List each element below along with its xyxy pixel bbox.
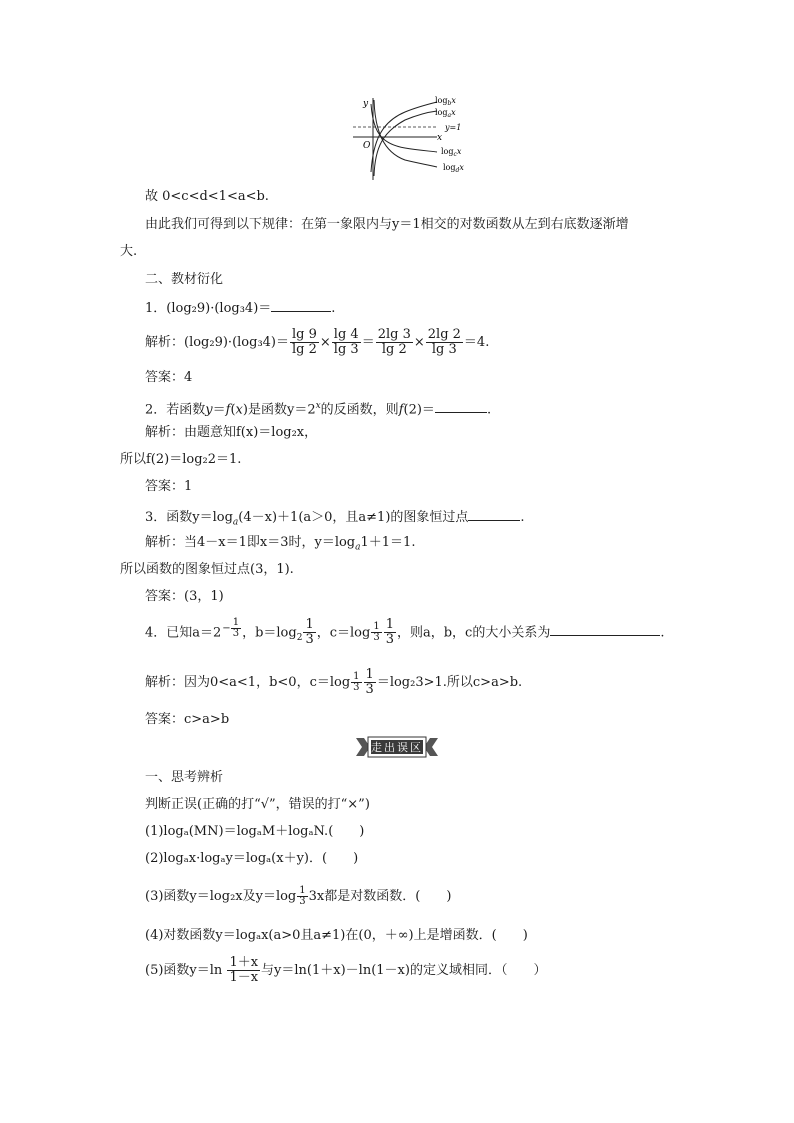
question-1: 1．(log₂9)·(log₃4)＝ . <box>145 298 335 318</box>
answer-1: 答案：4 <box>145 370 193 385</box>
section-title-thinking: 一、思考辨析 <box>145 770 224 785</box>
log-function-graph <box>345 92 475 182</box>
analysis-4: 解析：因为0<a<1，b<0，c＝log $\frac{1}{3}$ $\frac{1}{3}$ ＝log₂3>1.所以c>a>b. <box>145 667 523 697</box>
y-equals-one-label: y=1 <box>445 123 462 132</box>
analysis-2: 解析：由题意知f(x)＝log₂x， <box>145 425 318 440</box>
judgment-item-5: (5)函数y＝ln $\frac{1+x}{1-x}$ 与y＝ln(1＋x)－ln(1－x)的定义域相同．（ ） <box>145 955 547 985</box>
judgment-item-2: (2)logₐx·logₐy＝logₐ(x＋y)．( ) <box>145 851 359 866</box>
question-3: 3．函数$y=\log_a(4-x)+1(a>0$，且a≠1)的图象恒过点 . <box>145 507 525 532</box>
curve-label-1: $\log_bx$ <box>435 96 456 107</box>
x-axis-label: x <box>437 133 443 143</box>
question-4: 4．已知a＝2− $\frac{1}{3}$ ，$b=\log_2$ $\frac{1}{3}$ ，c＝log $\frac{1}{3}$ $\frac{1}{3}$ ，则a，b，c的大小关系为 . <box>145 617 665 648</box>
answer-4: 答案：c>a>b <box>145 712 230 727</box>
judgment-item-4: (4)对数函数y＝logₐx(a>0且a≠1)在(0，＋∞)上是增函数．( ) <box>145 928 528 943</box>
section-title-textbook: 二、教材衍化 <box>145 272 224 287</box>
banner-text: 走出误区 <box>371 741 423 754</box>
rule-line-2: 大. <box>120 244 138 259</box>
conclusion-line: 故 0<c<d<1<a<b. <box>145 189 269 204</box>
curve-label-2: $\log_ax$ <box>435 108 456 119</box>
question-2: 2．若函数y＝f(x)是函数$y=2^x$的反函数，则f(2)＝ . <box>145 401 492 418</box>
section-banner <box>352 735 442 759</box>
analysis-2-so: 所以f(2)＝log₂2＝1. <box>120 452 242 467</box>
judgment-item-3: (3)函数y＝log₂x及y＝log $\frac{1}{3}$ 3x都是对数函数．( ) <box>145 884 452 907</box>
curve-label-3: $\log_cx$ <box>441 147 462 158</box>
answer-3: 答案：(3，1) <box>145 589 224 604</box>
origin-label: O <box>363 141 371 151</box>
analysis-3: 解析：当4－x＝1即x＝3时，$y=\log_a1+1=1$. <box>145 535 416 553</box>
answer-2: 答案：1 <box>145 479 193 494</box>
y-axis-label: y <box>363 99 369 109</box>
analysis-1: 解析：(log₂9)·(log₃4)＝ $\frac{\lg 9}{\lg 2}$ × $\frac{\lg 4}{\lg 3}$ ＝ $\frac{2\lg 3}{\lg 2}$ × $\frac{2\lg 2}{\lg 3}$ ＝4. <box>145 327 490 357</box>
curve-label-4: $\log_dx$ <box>443 163 464 174</box>
analysis-3-so: 所以函数的图象恒过点(3，1). <box>120 562 294 577</box>
judgment-item-1: (1)logₐ(MN)＝logₐM＋logₐN.( ) <box>145 824 365 839</box>
instruction: 判断正误(正确的打“√”，错误的打“×”) <box>145 797 370 812</box>
rule-line-1: 由此我们可得到以下规律：在第一象限内与y＝1相交的对数函数从左到右底数逐渐增 <box>145 217 629 232</box>
